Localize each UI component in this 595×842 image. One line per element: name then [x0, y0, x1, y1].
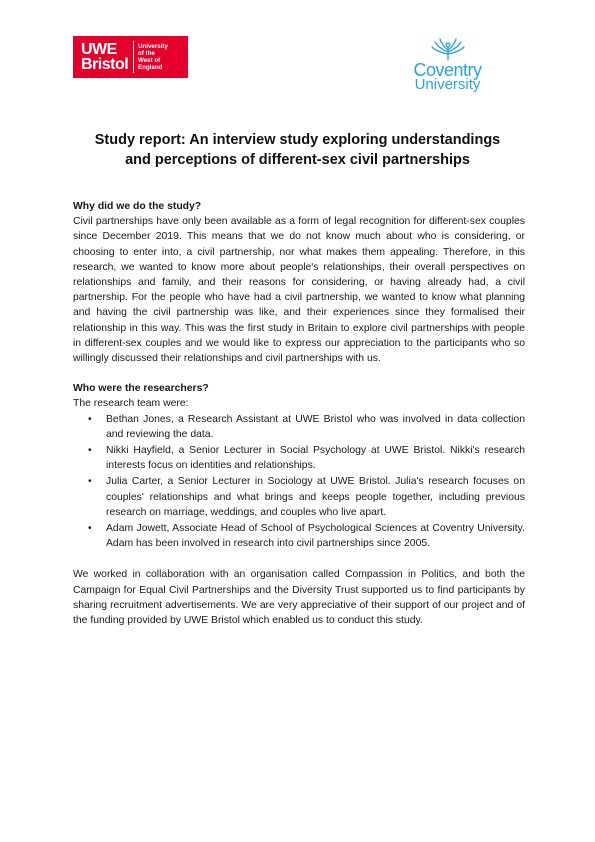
researcher-list	[73, 412, 525, 552]
researcher-item	[73, 443, 525, 473]
section-paragraph-why: Civil partnerships have only been available as a form of legal recognition for different-sex couples since December 2019. This means that we do not know much about who is considering, or choosing to enter into, a civil partnership, nor what makes them appealing. Therefore, in this research, we wanted to know more about people's relationships, their overall perspectives on relationships and family, and their reasons for considering, or having already had, a civil partnership. For the people who have had a civil partnership, we wanted to know what planning and having the civil partnership was like, and their experiences since they formalised their relationship in this way. This was the first study in Britain to explore civil partnerships with people in different-sex couples and we would like to express our appreciation to the participants who so willingly discussed their relationships and civil partnerships with us.	[73, 216, 525, 365]
uwe-logo-sub-line: of the	[138, 50, 155, 57]
section-heading-why: Why did we do the study?	[73, 201, 202, 212]
uwe-logo-divider	[133, 41, 134, 73]
report-body	[73, 199, 525, 628]
researcher-item	[73, 474, 525, 520]
section-spacer	[73, 552, 525, 567]
uwe-logo-sub-line: England	[138, 64, 163, 71]
researcher-text: Adam Jowett, Associate Head of School of Psychological Sciences at Coventry University. Adam has been involved in research into civil partnerships since 2005.	[106, 523, 525, 550]
researcher-text: Bethan Jones, a Research Assistant at UWE Bristol who was involved in data collection and reviewing the data.	[106, 413, 525, 440]
coventry-logo-sub: University	[414, 76, 481, 93]
report-title-line: and perceptions of different-sex civil partnerships	[125, 152, 470, 168]
uwe-logo-sub-line: University	[138, 43, 168, 50]
uwe-bristol-logo	[73, 36, 188, 78]
bullet-icon: •	[88, 476, 92, 488]
bullet-icon: •	[88, 413, 92, 425]
uwe-logo-sub-line: West of	[138, 57, 161, 64]
bullet-icon: •	[88, 445, 92, 457]
section-intro-who: The research team were:	[73, 398, 189, 410]
coventry-logo-name: Coventry	[413, 60, 482, 80]
section-paragraph-collaboration: We worked in collaboration with an organisation called Compassion in Politics, and both the Campaign for Equal Civil Partnerships and the Diversity Trust supported us to find participants by sharing recruitment advertisements. We are very appreciative of their support of our project and of the funding provided by UWE Bristol which enabled us to conduct this study.	[73, 569, 525, 627]
section-heading-who: Who were the researchers?	[73, 383, 209, 395]
researcher-item	[73, 412, 525, 442]
uwe-logo-main: UWE Bristol	[81, 41, 129, 73]
researcher-text: Julia Carter, a Senior Lecturer in Sociology at UWE Bristol. Julia's research focuses on couples' relationships and what brings and keeps people together, including previous research on marriage, weddings, and couples who live apart.	[106, 476, 525, 518]
phoenix-icon	[431, 38, 465, 62]
section-spacer	[73, 366, 525, 381]
report-title-line: Study report: An interview study exploring understandings	[94, 132, 501, 148]
researcher-item	[73, 521, 525, 551]
coventry-university-logo	[400, 38, 495, 100]
researcher-text: Nikki Hayfield, a Senior Lecturer in Social Psychology at UWE Bristol. Nikki's research interests focus on identities and relationships.	[106, 445, 525, 472]
uwe-logo-subtext	[138, 43, 168, 71]
report-title	[60, 130, 535, 170]
bullet-icon: •	[88, 523, 92, 535]
